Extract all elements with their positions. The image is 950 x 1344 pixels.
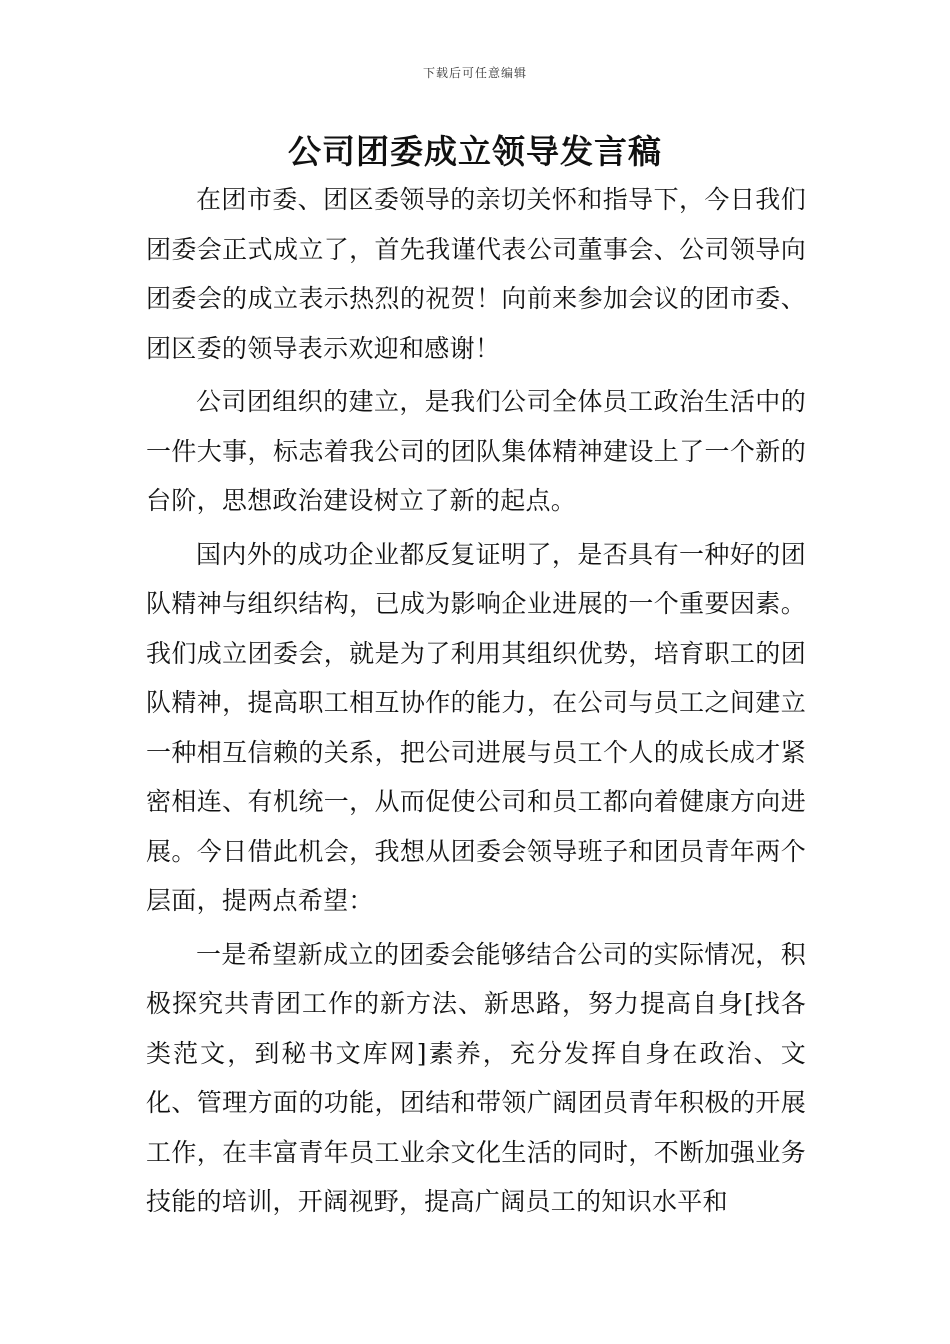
paragraph-1: 在团市委、团区委领导的亲切关怀和指导下，今日我们团委会正式成立了，首先我谨代表公司董事会、公司领导向团委会的成立表示热烈的祝贺！向前来参加会议的团市委、团区委的领导表示欢迎和感谢！ [146,185,806,363]
document-title: 公司团委成立领导发言稿 [288,132,662,171]
paragraph-2: 公司团组织的建立，是我们公司全体员工政治生活中的一件大事，标志着我公司的团队集体精神建设上了一个新的台阶，思想政治建设树立了新的起点。 [146,387,806,515]
document-body [146,175,806,1231]
header-note: 下载后可任意编辑 [422,66,527,80]
paragraph-4: 一是希望新成立的团委会能够结合公司的实际情况，积极探究共青团工作的新方法、新思路，努力提高自身[找各类范文，到秘书文库网]素养，充分发挥自身在政治、文化、管理方面的功能，团结和带领广阔团员青年积极的开展工作，在丰富青年员工业余文化生活的同时，不断加强业务技能的培训，开阔视野，提高广阔员工的知识水平和 [146,939,806,1216]
paragraph-3: 国内外的成功企业都反复证明了，是否具有一种好的团队精神与组织结构，已成为影响企业进展的一个重要因素。我们成立团委会，就是为了利用其组织优势，培育职工的团队精神，提高职工相互协作的能力，在公司与员工之间建立一种相互信赖的关系，把公司进展与员工个人的成长成才紧密相连、有机统一，从而促使公司和员工都向着健康方向进展。今日借此机会，我想从团委会领导班子和团员青年两个层面，提两点希望： [146,539,806,915]
